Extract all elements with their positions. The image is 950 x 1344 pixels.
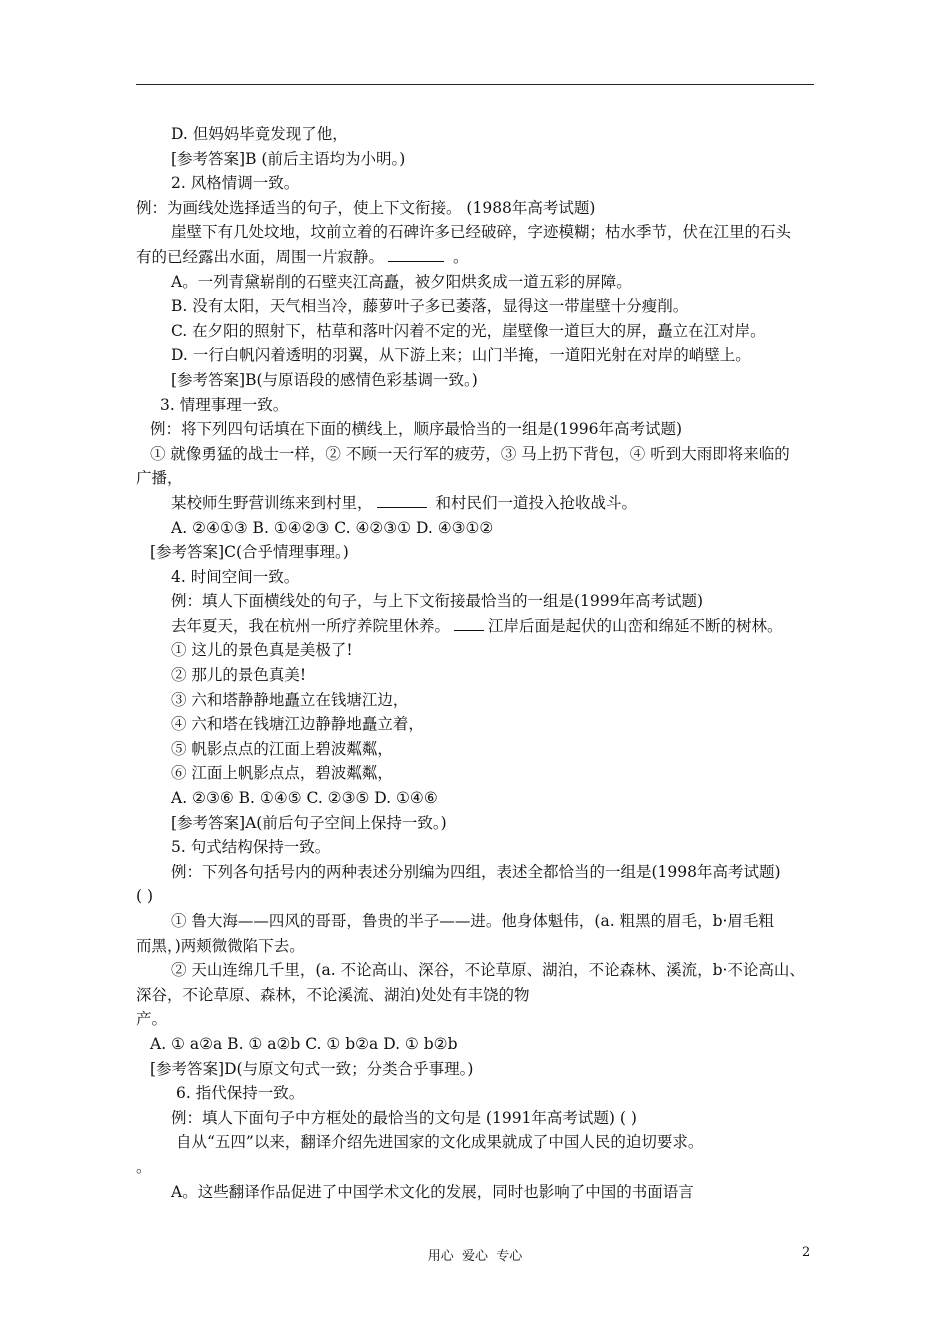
choice-line: ① 这儿的景色真是美极了!: [171, 641, 353, 660]
option-line: D. 一行白帆闪着透明的羽翼，从下游上来；山门半掩，一道阳光射在对岸的峭壁上。: [171, 346, 751, 365]
answer-parentheses: ( ): [136, 887, 154, 906]
header-rule: [136, 84, 814, 85]
fill-blank: [454, 615, 484, 631]
example-line: 例：填人下面句子中方框处的最恰当的文句是 (1991年高考试题) ( ): [171, 1108, 637, 1127]
passage-line: 。: [136, 1157, 152, 1176]
section-heading: 5. 句式结构保持一致。: [171, 838, 331, 857]
section-heading: 6. 指代保持一致。: [176, 1084, 305, 1103]
option-line: A。这些翻译作品促进了中国学术文化的发展，同时也影响了中国的书面语言: [171, 1182, 694, 1201]
example-line: 例：将下列四句话填在下面的横线上，顺序最恰当的一组是(1996年高考试题): [150, 420, 683, 439]
footer-motto: 用心 爱心 专心: [427, 1249, 523, 1264]
answer-line: [参考答案]B (前后主语均为小明。): [171, 149, 406, 168]
fill-blank: [377, 492, 427, 508]
passage-line: 崖壁下有几处坟地，坟前立着的石碑许多已经破碎，字迹模糊；枯水季节，伏在江里的石头: [171, 223, 792, 242]
answer-line: [参考答案]B(与原语段的感情色彩基调一致。): [171, 370, 478, 389]
option-line: B. 没有太阳，天气相当冷，藤萝叶子多已萎落，显得这一带崖壁十分瘦削。: [171, 297, 689, 316]
choice-line: ④ 六和塔在钱塘江边静静地矗立着，: [171, 715, 424, 734]
option-line: A. ②④①③ B. ①④②③ C. ④②③① D. ④③①②: [171, 518, 494, 537]
option-line: D. 但妈妈毕竟发现了他，: [171, 125, 348, 143]
choice-line: ② 那儿的景色真美!: [171, 666, 307, 685]
section-heading: 2. 风格情调一致。: [171, 174, 300, 193]
passage-line: ① 鲁大海——四风的哥哥，鲁贵的半子——进。他身体魁伟，(a. 粗黑的眉毛，b·眉毛粗: [171, 912, 774, 930]
section-heading: 4. 时间空间一致。: [171, 567, 300, 586]
answer-line: [参考答案]D(与原文句式一致；分类合乎事理。): [150, 1059, 474, 1078]
passage-line: 有的已经露出水面，周围一片寂静。 。: [136, 247, 469, 266]
option-line: C. 在夕阳的照射下，枯草和落叶闪着不定的光，崖壁像一道巨大的屏，矗立在江对岸。: [171, 321, 766, 340]
passage-line: 广播，: [136, 469, 183, 488]
choice-line: ③ 六和塔静静地矗立在钱塘江边，: [171, 690, 409, 709]
example-line: 例：为画线处选择适当的句子，使上下文衔接。 (1988年高考试题): [136, 198, 596, 217]
fill-blank: [388, 246, 444, 262]
option-line: A. ① a②a B. ① a②b C. ① b②a D. ① b②b: [150, 1034, 458, 1053]
passage-line: ② 天山连绵几千里，(a. 不论高山、深谷，不论草原、湖泊，不论森林、溪流，b·不论高山、: [171, 961, 805, 980]
passage-line: 某校师生野营训练来到村里， 和村民们一道投入抢收战斗。: [171, 493, 637, 512]
choice-line: ⑤ 帆影点点的江面上碧波粼粼，: [171, 739, 393, 758]
section-heading: 3. 情理事理一致。: [160, 395, 289, 414]
document-body: [0, 122, 950, 1204]
option-line: A。一列青黛崭削的石壁夹江高矗，被夕阳烘炙成一道五彩的屏障。: [171, 272, 632, 291]
passage-line: 去年夏天，我在杭州一所疗养院里休养。 江岸后面是起伏的山峦和绵延不断的树林。: [171, 616, 783, 635]
passage-line: 深谷，不论草原、森林，不论溪流、湖泊)处处有丰饶的物: [136, 985, 530, 1004]
example-line: 例：填人下面横线处的句子，与上下文衔接最恰当的一组是(1999年高考试题): [171, 592, 704, 611]
answer-line: [参考答案]C(合乎情理事理。): [150, 543, 349, 562]
option-line: A. ②③⑥ B. ①④⑤ C. ②③⑤ D. ①④⑥: [171, 789, 438, 808]
passage-line: 产。: [136, 1010, 168, 1029]
example-line: 例：下列各句括号内的两种表述分别编为四组，表述全都恰当的一组是(1998年高考试题): [171, 862, 781, 881]
passage-line: ① 就像勇猛的战士一样，② 不顾一天行军的疲劳，③ 马上扔下背包，④ 听到大雨即将来临的: [150, 444, 790, 463]
answer-line: [参考答案]A(前后句子空间上保持一致。): [171, 813, 447, 832]
passage-line: 自从“五四”以来，翻译介绍先进国家的文化成果就成了中国人民的迫切要求。: [176, 1133, 704, 1152]
passage-line: 而黑，)两颊微微陷下去。: [136, 936, 305, 955]
page-number: 2: [802, 1245, 811, 1260]
choice-line: ⑥ 江面上帆影点点，碧波粼粼，: [171, 764, 393, 783]
